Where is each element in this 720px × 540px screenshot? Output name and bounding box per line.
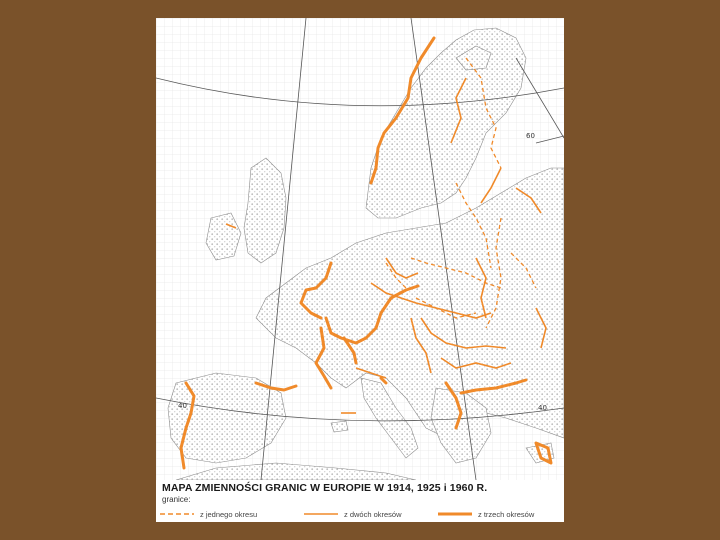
legend-label: z jednego okresu <box>200 509 258 519</box>
europe-borders-map <box>156 18 564 480</box>
legend-label: z dwóch okresów <box>344 509 402 519</box>
thick-line-swatch <box>438 511 472 517</box>
legend <box>156 507 564 521</box>
legend-label: z trzech okresów <box>478 509 535 519</box>
island-landmass <box>331 421 348 432</box>
dashed-line-swatch <box>160 511 194 517</box>
legend-item-two-periods <box>304 507 402 521</box>
coordinate-label: 40 <box>178 402 187 410</box>
map-title: MAPA ZMIENNOŚCI GRANIC W EUROPIE W 1914, 1925 i 1960 R. <box>162 482 488 494</box>
legend-item-one-period <box>160 507 257 521</box>
coordinate-label: 40 <box>538 404 547 412</box>
coordinate-label: 60 <box>526 132 535 140</box>
thin-line-swatch <box>304 511 338 517</box>
legend-item-three-periods <box>438 507 534 521</box>
map-card <box>156 18 564 522</box>
legend-heading: granice: <box>162 495 191 504</box>
